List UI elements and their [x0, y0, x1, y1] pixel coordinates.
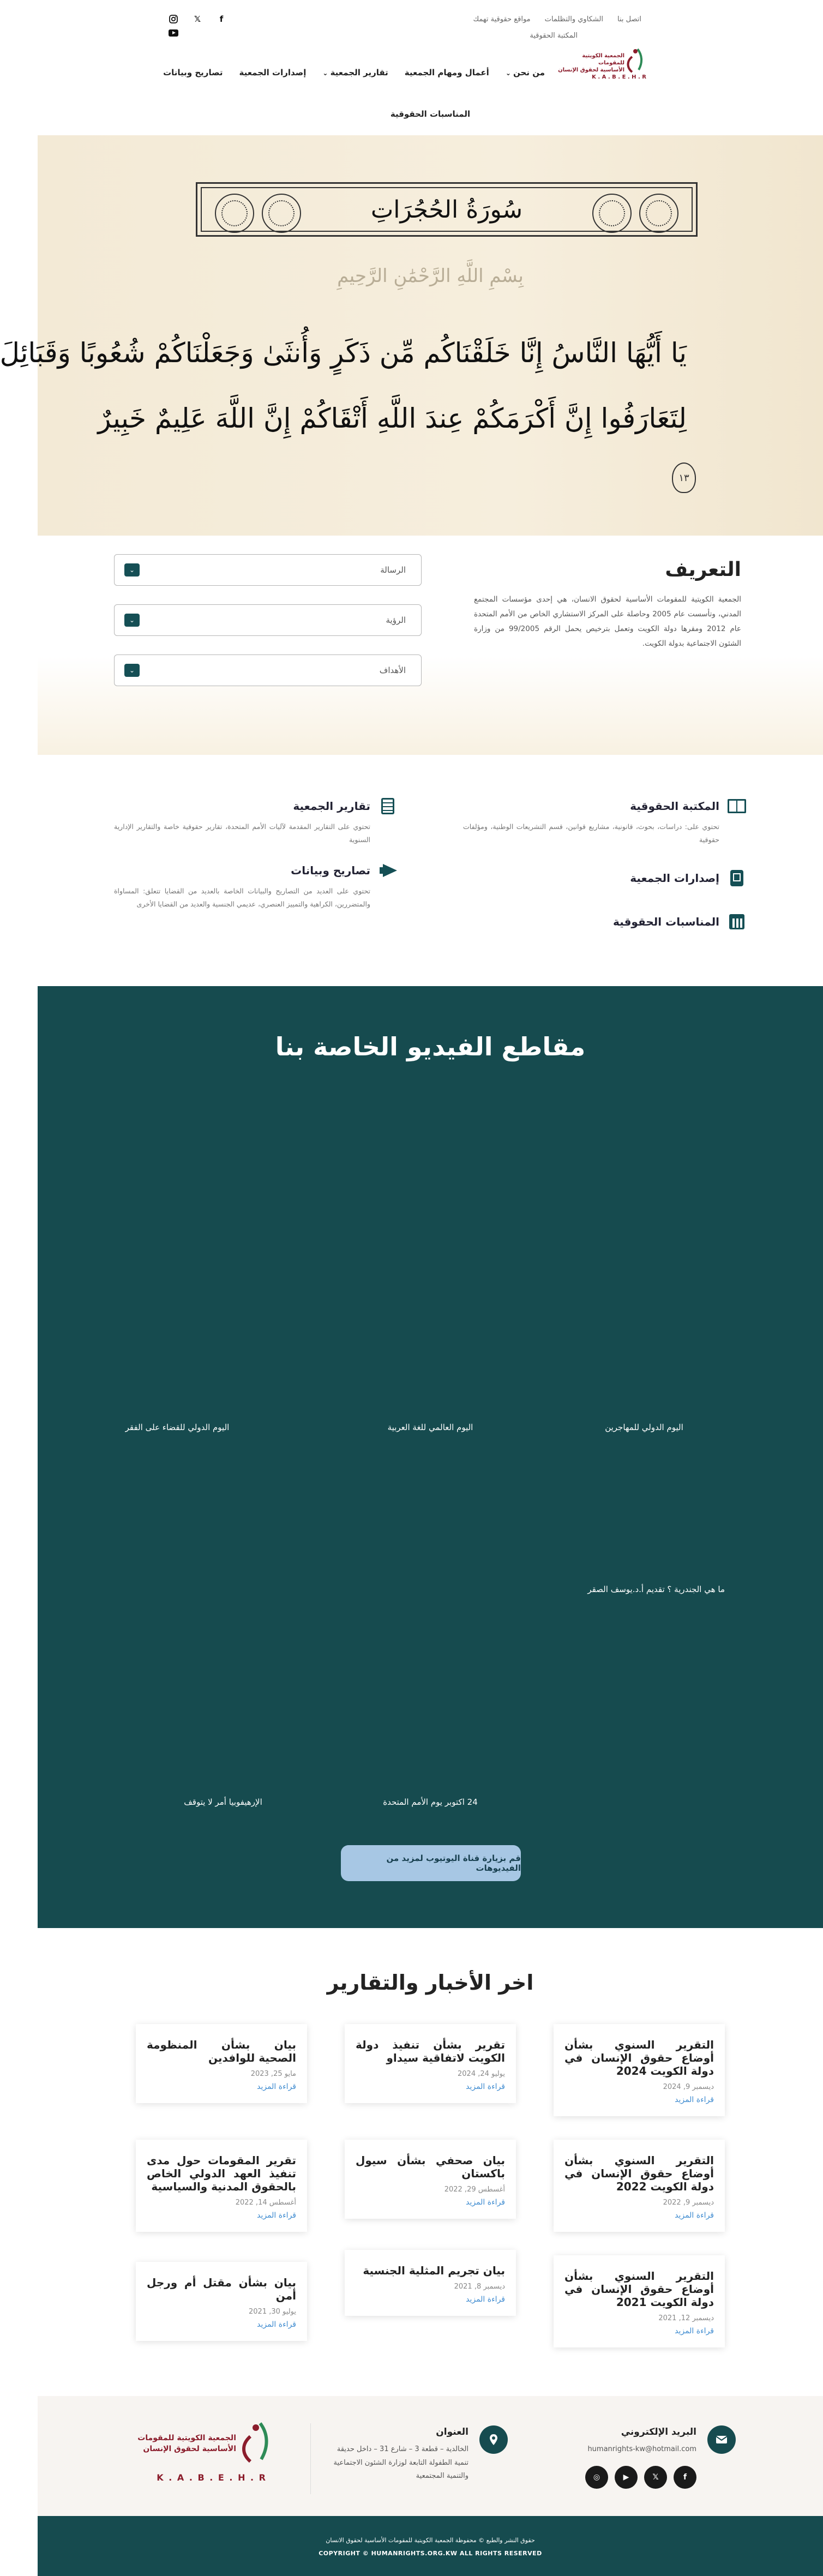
- accordion-mission[interactable]: [114, 554, 422, 586]
- news-card[interactable]: [554, 2255, 725, 2347]
- service-title[interactable]: تصاريح وبيانات: [291, 864, 370, 877]
- ayah-number: ١٣: [672, 463, 696, 493]
- video-caption[interactable]: ما هي الجندرية ؟ تقديم أ.د.يوسف الصقر: [587, 1584, 725, 1594]
- instagram-icon[interactable]: [169, 14, 178, 24]
- logo-abbr: K . A . B . E . H . R: [157, 2472, 267, 2483]
- nav-row2: [38, 109, 823, 119]
- book-icon: [728, 799, 746, 813]
- accordion-label: الرسالة: [380, 565, 406, 575]
- chevron-down-icon[interactable]: ⌄: [124, 664, 140, 677]
- read-more-link[interactable]: قراءة المزيد: [675, 2095, 714, 2104]
- nav-publications[interactable]: إصدارات الجمعية: [239, 68, 307, 77]
- news-card-date: ديسمبر 9, 2022: [663, 2199, 714, 2207]
- chevron-down-icon[interactable]: ⌄: [124, 614, 140, 627]
- news-title: اخر الأخبار والتقارير: [327, 1971, 534, 1995]
- nav-rights-events[interactable]: المناسبات الحقوقية: [390, 109, 471, 119]
- video-caption[interactable]: اليوم الدولي للمهاجرين: [605, 1422, 683, 1432]
- news-card-title[interactable]: تقرير المقومات حول مدى تنفيذ العهد الدولي الخاص بالحقوق المدنية والسياسية: [147, 2154, 296, 2193]
- news-card[interactable]: [136, 2024, 307, 2103]
- facebook-icon[interactable]: f: [219, 14, 224, 24]
- accordion-label: الرؤية: [386, 615, 406, 625]
- megaphone-icon: [379, 863, 397, 878]
- videos-title: مقاطع الفيديو الخاصة بنا: [275, 1032, 586, 1061]
- logo-abbr: K . A . B . E . H . R: [592, 74, 646, 80]
- top-link-library-row: [530, 32, 578, 40]
- news-card[interactable]: [345, 2140, 516, 2219]
- news-card-date: يوليو 30, 2021: [249, 2308, 296, 2316]
- service-publications[interactable]: [463, 869, 747, 887]
- top-link-rights-sites[interactable]: مواقع حقوقية تهمك: [473, 15, 531, 23]
- video-caption[interactable]: الإرهيفوبيا أمر لا يتوقف: [184, 1797, 262, 1807]
- site-footer: [38, 2396, 823, 2516]
- accordion-vision[interactable]: [114, 604, 422, 636]
- instagram-icon[interactable]: ◎: [585, 2466, 608, 2489]
- logo-name-line2: الأساسية لحقوق الإنسان: [558, 67, 624, 73]
- top-link-library[interactable]: المكتبة الحقوقية: [530, 32, 578, 40]
- footer-divider: [310, 2423, 311, 2494]
- about-title: التعريف: [665, 559, 741, 581]
- news-card[interactable]: [554, 2024, 725, 2116]
- service-title[interactable]: المكتبة الحقوقية: [630, 800, 719, 813]
- calendar-icon: [729, 914, 744, 929]
- read-more-link[interactable]: قراءة المزيد: [675, 2327, 714, 2335]
- youtube-icon[interactable]: [169, 29, 178, 37]
- service-title[interactable]: المناسبات الحقوقية: [613, 915, 719, 928]
- news-card-date: أغسطس 14, 2022: [235, 2199, 296, 2207]
- nav-about[interactable]: من نحن ⌄: [506, 68, 545, 77]
- news-section: [38, 1928, 823, 2396]
- hero-verse: [0, 135, 823, 536]
- news-card-title[interactable]: التقرير السنوي بشأن أوضاع حقوق الإنسان في دولة الكويت 2022: [564, 2154, 714, 2193]
- read-more-link[interactable]: قراءة المزيد: [257, 2211, 296, 2220]
- news-card[interactable]: [136, 2140, 307, 2232]
- footer-logo[interactable]: [135, 2418, 271, 2494]
- read-more-link[interactable]: قراءة المزيد: [257, 2320, 296, 2329]
- rosette-ornament: [215, 194, 254, 233]
- about-text: الجمعية الكويتية للمقومات الأساسية لحقوق الانسان، هي إحدى مؤسسات المجتمع المدني، وتأسست عام 2005 وحاصلة على المركز الاستشاري الخاص من الأمم المتحدة عام 2012 ومقرها دولة الكويت وتعمل بترخيص يحمل الرقم 99/2005 من وزارة الشئون الاجتماعية بدولة الكويت.: [474, 595, 741, 648]
- read-more-link[interactable]: قراءة المزيد: [675, 2211, 714, 2220]
- video-caption[interactable]: اليوم العالمي للغة العربية: [387, 1422, 473, 1432]
- tablet-icon: [730, 870, 743, 886]
- footer-social: [585, 2466, 696, 2489]
- read-more-link[interactable]: قراءة المزيد: [466, 2198, 505, 2207]
- videos-section: [38, 986, 823, 1928]
- basmala: بِسْمِ اللَّهِ الرَّحْمَٰنِ الرَّحِيمِ: [337, 265, 524, 287]
- read-more-link[interactable]: قراءة المزيد: [466, 2295, 505, 2304]
- nav-statements[interactable]: تصاريح وبيانات: [163, 68, 223, 77]
- verse-line-1: يَا أَيُّهَا النَّاسُ إِنَّا خَلَقْنَاكُم مِّن ذَكَرٍ وَأُنثَىٰ وَجَعَلْنَاكُمْ شُعُوبًا وَقَبَائِلَ: [0, 337, 687, 369]
- copyright-arabic: حقوق النشر والطبع © محفوظة الجمعية الكويتية للمقومات الأساسية لحقوق الانسان: [326, 2537, 535, 2544]
- read-more-link[interactable]: قراءة المزيد: [466, 2082, 505, 2091]
- address-text: الخالدية – قطعة 3 – شارع 31 – داخل حديقة تنمية الطفولة التابعة لوزارة الشئون الاجتماعية والتنمية المجتمعية: [333, 2445, 468, 2481]
- verse-line-2: لِتَعَارَفُوا إِنَّ أَكْرَمَكُمْ عِندَ اللَّهِ أَتْقَاكُمْ إِنَّ اللَّهَ عَلِيمٌ خَبِيرٌ: [98, 403, 687, 434]
- nav-tasks[interactable]: أعمال ومهام الجمعية: [404, 68, 489, 77]
- rosette-ornament: [262, 194, 301, 233]
- read-more-link[interactable]: قراءة المزيد: [257, 2082, 296, 2091]
- service-library[interactable]: [463, 797, 747, 846]
- news-card-title[interactable]: بيان بشأن مقتل أم ورجل أمن: [147, 2276, 296, 2302]
- header-social: [169, 14, 226, 37]
- main-nav: [163, 68, 545, 77]
- news-card-date: مايو 25, 2023: [250, 2070, 296, 2078]
- surah-title: سُورَةُ الحُجُرَاتِ: [370, 195, 523, 224]
- services-section: [38, 755, 823, 986]
- nav-reports[interactable]: تقارير الجمعية ⌄: [322, 68, 388, 77]
- news-card-title[interactable]: بيان بشأن المنظومة الصحية للوافدين: [147, 2038, 296, 2064]
- accordion-goals[interactable]: [114, 654, 422, 686]
- youtube-channel-button[interactable]: قم بزيارة قناة اليوتيوب لمزيد من الفيديوهات: [341, 1845, 521, 1881]
- x-icon[interactable]: 𝕏: [644, 2466, 667, 2489]
- news-card-date: يوليو 24, 2024: [458, 2070, 505, 2078]
- service-desc: تحتوي على: دراسات، بحوث، قانونية، مشاريع قوانين، قسم التشريعات الوطنية، ومؤلفات حقوقية: [463, 822, 719, 844]
- rosette-ornament: [592, 194, 632, 233]
- service-title[interactable]: إصدارات الجمعية: [630, 872, 719, 885]
- x-icon[interactable]: 𝕏: [194, 14, 201, 24]
- news-card[interactable]: [345, 2024, 516, 2103]
- email-icon: [707, 2425, 736, 2454]
- video-caption[interactable]: اليوم الدولي للقضاء على الفقر: [125, 1422, 230, 1432]
- site-header: [38, 0, 823, 135]
- news-card-title[interactable]: تقرير بشأن تنفيذ دولة الكويت لاتفاقية سيداو: [356, 2038, 505, 2064]
- service-desc: تحتوي على العديد من التصاريح والبيانات الخاصة بالعديد من القضايا تتعلق: المساواة والمتضررين، الكراهية والتمييز العنصري، عديمي الجنسية والعديد من القضايا الأخرى: [114, 887, 370, 908]
- site-logo[interactable]: [556, 44, 648, 87]
- top-link-contact[interactable]: اتصل بنا: [617, 15, 641, 23]
- surah-banner: [196, 182, 698, 237]
- news-card-date: ديسمبر 8, 2021: [454, 2283, 505, 2291]
- about-section: [38, 536, 823, 755]
- video-caption[interactable]: 24 اكتوبر يوم الأمم المتحدة: [383, 1797, 478, 1807]
- service-title[interactable]: تقارير الجمعية: [293, 800, 370, 813]
- service-statements[interactable]: [114, 862, 398, 911]
- accordion-label: الأهداف: [379, 665, 406, 675]
- copyright-english: COPYRIGHT © HUMANRIGHTS.ORG.KW ALL RIGHTS RESERVED: [319, 2550, 542, 2557]
- top-links: [473, 15, 641, 23]
- location-pin-icon: [479, 2425, 508, 2454]
- service-reports[interactable]: [114, 797, 398, 846]
- logo-name-line1: الجمعية الكويتية للمقومات: [582, 53, 624, 66]
- news-card-title[interactable]: بيان صحفي بشأن سيول باكستان: [356, 2154, 505, 2180]
- news-card-title[interactable]: التقرير السنوي بشأن أوضاع حقوق الإنسان في دولة الكويت 2024: [564, 2038, 714, 2077]
- email-address[interactable]: humanrights-kw@hotmail.com: [587, 2445, 696, 2453]
- service-desc: تحتوي على التقارير المقدمة لآليات الأمم المتحدة، تقارير حقوقية خاصة والتقارير الإدارية السنوية: [114, 822, 370, 844]
- logo-name-line1: الجمعية الكويتية للمقومات: [137, 2434, 236, 2442]
- email-heading: البريد الإلكتروني: [621, 2427, 696, 2437]
- news-card-title[interactable]: التقرير السنوي بشأن أوضاع حقوق الإنسان في دولة الكويت 2021: [564, 2269, 714, 2309]
- youtube-icon[interactable]: ▶: [615, 2466, 638, 2489]
- news-card-title[interactable]: بيان تجريم المثلية الجنسية: [363, 2264, 505, 2277]
- service-events[interactable]: [463, 913, 747, 930]
- news-card[interactable]: [345, 2250, 516, 2316]
- document-icon: [381, 798, 394, 814]
- top-link-complaints[interactable]: الشكاوي والتظلمات: [544, 15, 604, 23]
- news-card[interactable]: [554, 2140, 725, 2232]
- news-card-date: ديسمبر 9, 2024: [663, 2083, 714, 2091]
- chevron-down-icon[interactable]: ⌄: [124, 563, 140, 577]
- news-card-date: ديسمبر 12, 2021: [658, 2314, 714, 2322]
- news-card-date: أغسطس 29, 2022: [444, 2185, 505, 2194]
- facebook-icon[interactable]: f: [674, 2466, 696, 2489]
- address-heading: العنوان: [436, 2427, 468, 2437]
- news-card[interactable]: [136, 2262, 307, 2341]
- rosette-ornament: [639, 194, 678, 233]
- logo-name-line2: الأساسية لحقوق الإنسان: [143, 2444, 236, 2453]
- copyright-bar: [38, 2516, 823, 2576]
